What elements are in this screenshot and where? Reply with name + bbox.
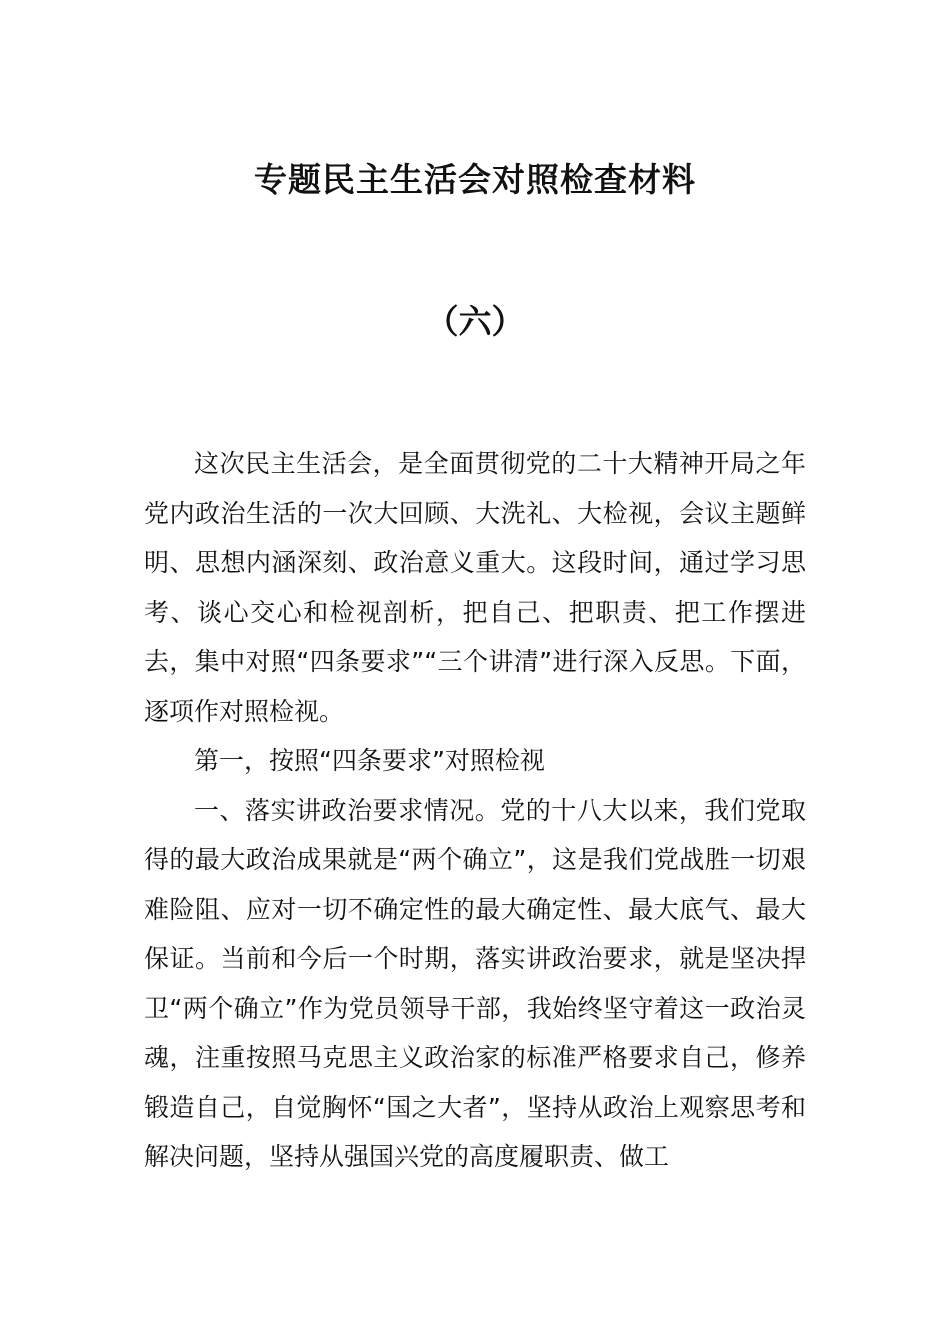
document-title: 专题民主生活会对照检查材料 [254, 160, 696, 199]
document-body [144, 439, 806, 1182]
paragraph-political-requirements: 一、落实讲政治要求情况。党的十八大以来，我们党取得的最大政治成果就是“两个确立”，这是我们党战胜一切艰难险阻、应对一切不确定性的最大确定性、最大底气、最大保证。当前和今后一个时期，落实讲政治要求，就是坚决捍卫“两个确立”作为党员领导干部，我始终坚守着这一政治灵魂，注重按照马克思主义政治家的标准严格要求自己，修养锻造自己，自觉胸怀“国之大者”，坚持从政治上观察思考和解决问题，坚持从强国兴党的高度履职责、做工 [144, 795, 806, 1171]
section-heading-four-requirements: 第一，按照“四条要求”对照检视 [194, 746, 545, 775]
document-subtitle: （六） [425, 302, 525, 341]
paragraph-intro: 这次民主生活会，是全面贯彻党的二十大精神开局之年党内政治生活的一次大回顾、大洗礼、大检视，会议主题鲜明、思想内涵深刻、政治意义重大。这段时间，通过学习思考、谈心交心和检视剖析，把自己、把职责、把工作摆进去，集中对照“四条要求”“三个讲清”进行深入反思。下面，逐项作对照检视。 [144, 449, 806, 726]
